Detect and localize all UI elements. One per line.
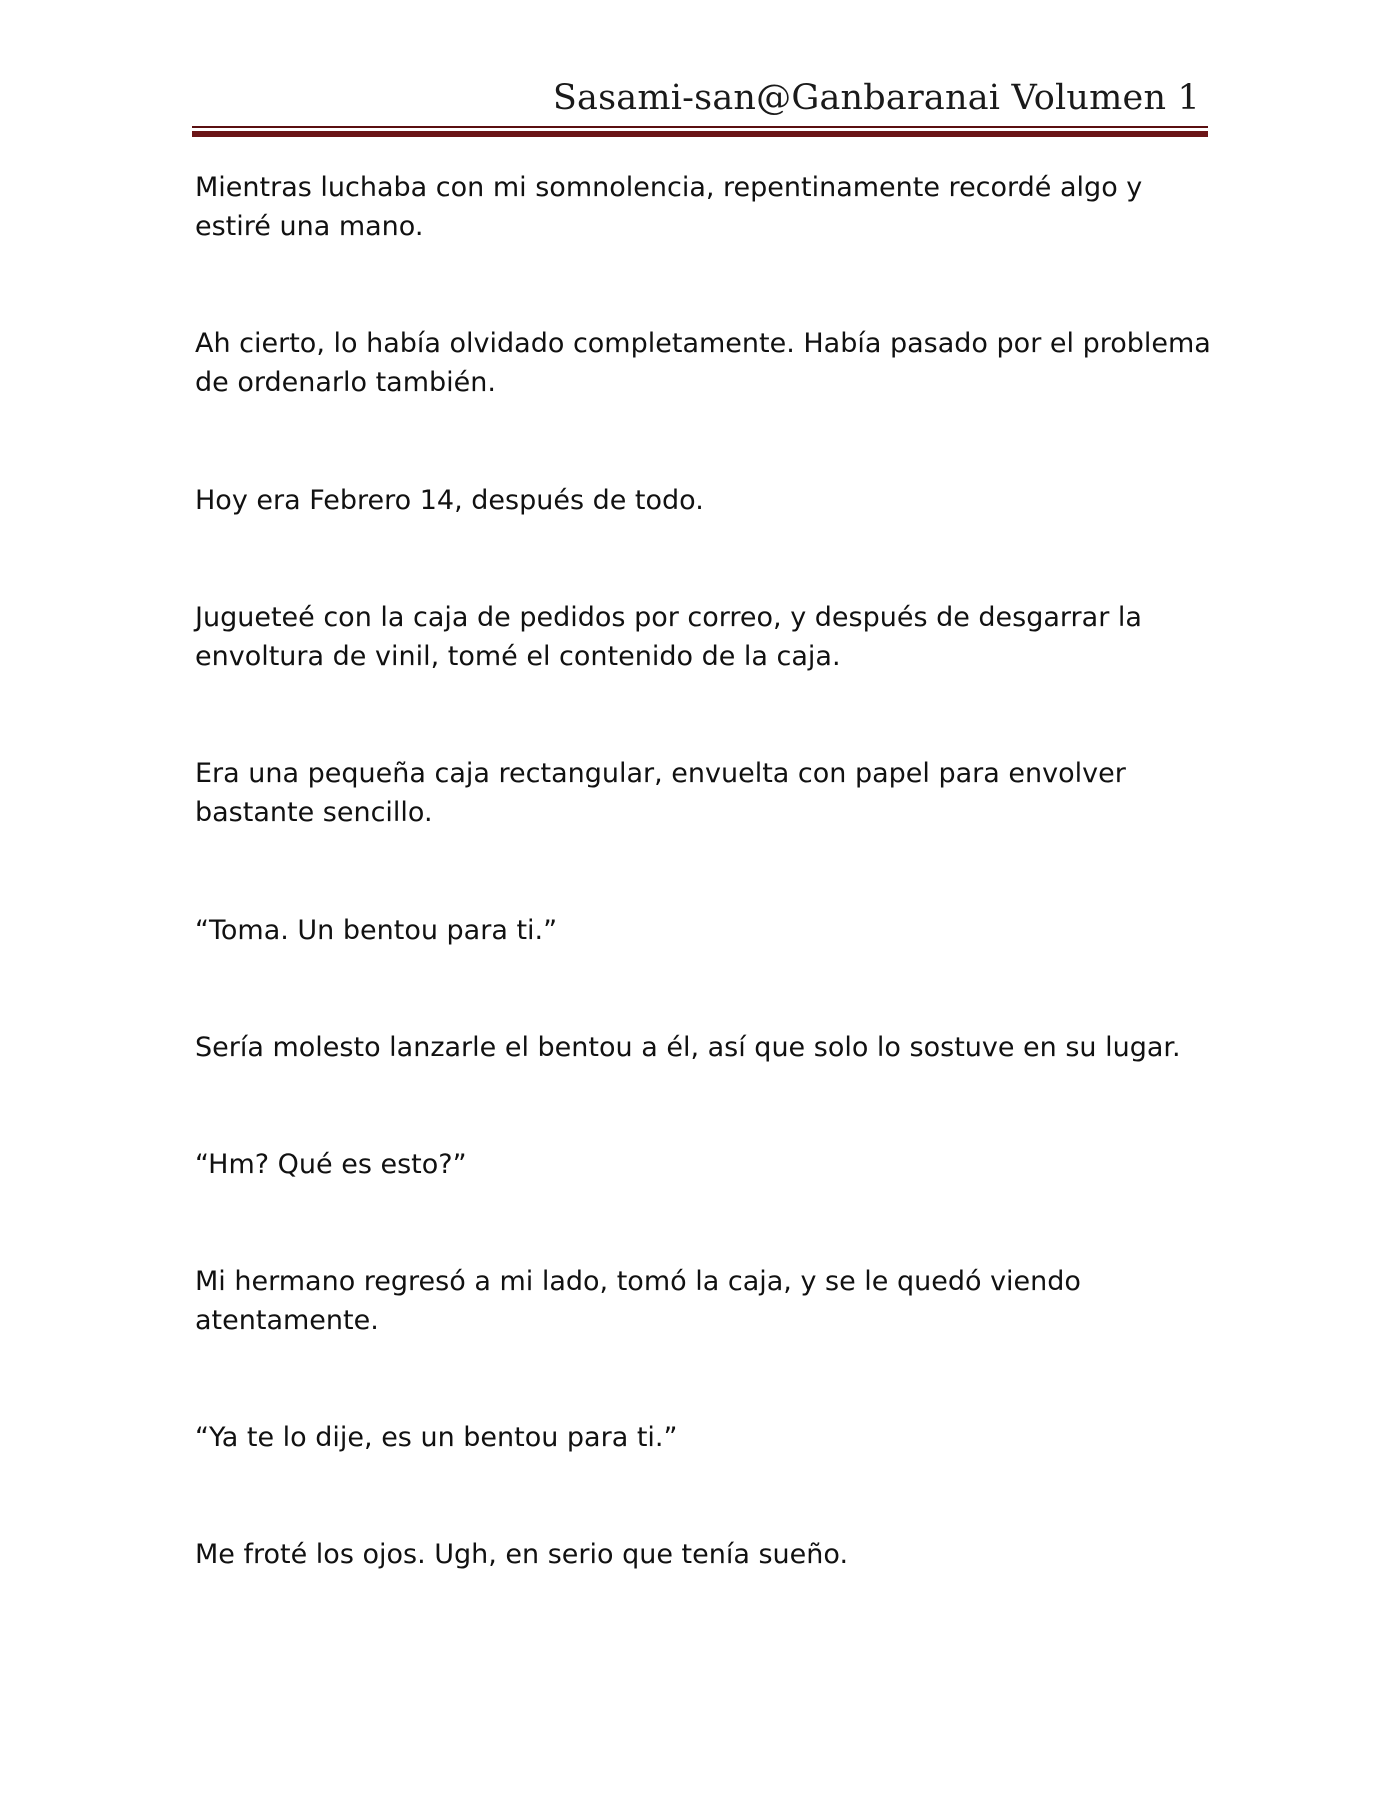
paragraph: Me froté los ojos. Ugh, en serio que tenía sueño. — [195, 1539, 849, 1570]
paragraph: Mientras luchaba con mi somnolencia, repentinamente recordé algo y estiré una mano. — [195, 172, 1143, 242]
paragraph: “Hm? Qué es esto?” — [195, 1149, 467, 1180]
paragraph: Era una pequeña caja rectangular, envuelta con papel para envolver bastante sencillo. — [195, 758, 1126, 828]
running-header-title: Sasami-san@Ganbaranai Volumen 1 — [552, 78, 1200, 118]
paragraph: “Toma. Un bentou para ti.” — [195, 915, 558, 946]
paragraph: “Ya te lo dije, es un bentou para ti.” — [195, 1422, 678, 1453]
header-rule-thick — [192, 131, 1208, 137]
paragraph: Mi hermano regresó a mi lado, tomó la caja, y se le quedó viendo atentamente. — [195, 1266, 1081, 1336]
paragraph: Sería molesto lanzarle el bentou a él, así que solo lo sostuve en su lugar. — [195, 1032, 1181, 1063]
header-rule-thin — [192, 126, 1208, 128]
paragraph: Ah cierto, lo había olvidado completamente. Había pasado por el problema de ordenarlo también. — [195, 328, 1211, 398]
paragraph: Hoy era Febrero 14, después de todo. — [195, 485, 704, 516]
paragraph: Jugueteé con la caja de pedidos por correo, y después de desgarrar la envoltura de vinil, tomé el contenido de la caja. — [195, 602, 1142, 672]
